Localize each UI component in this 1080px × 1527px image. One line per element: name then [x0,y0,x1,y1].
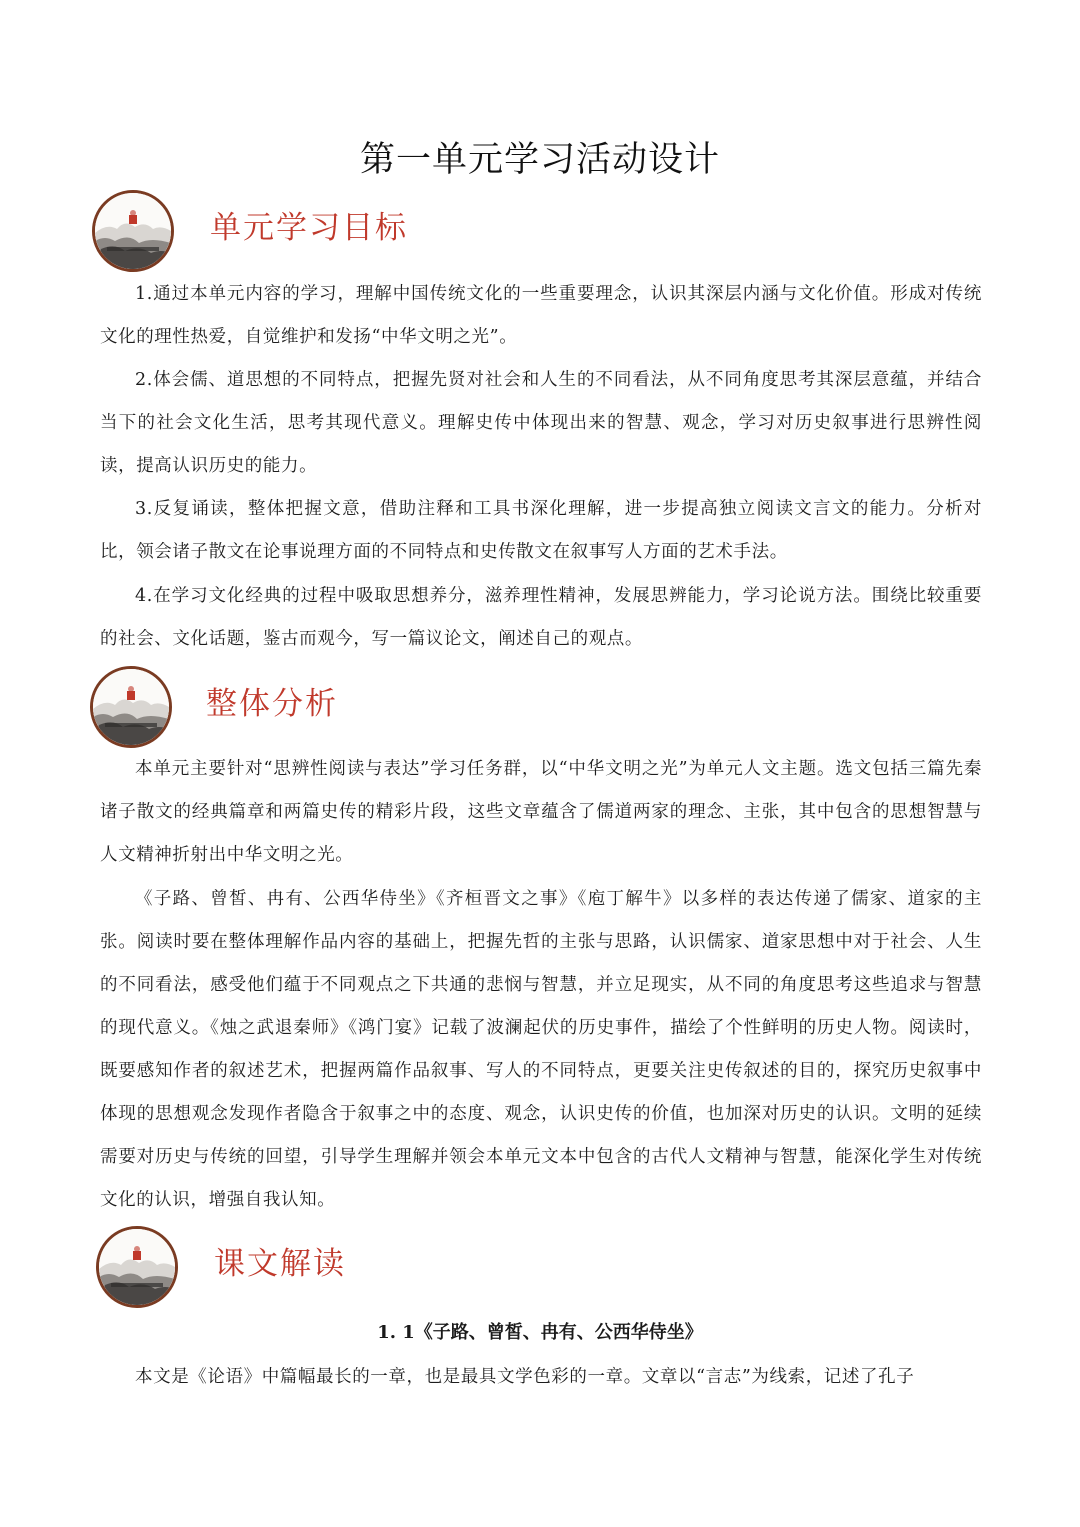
document-title: 第一单元学习活动设计 [359,140,720,180]
lesson-subheading: 1. 1《子路、曾皙、冉有、公西华侍坐》 [377,1322,703,1343]
section-header-objectives [92,190,692,270]
section-title: 课文解读 [214,1246,346,1282]
section-header-text-reading [96,1226,696,1306]
analysis-paragraph-2: 《子路、曾皙、冉有、公西华侍坐》《齐桓晋文之事》《庖丁解牛》以多样的表达传递了儒家、道家的主张。阅读时要在整体理解作品内容的基础上，把握先哲的主张与思路，认识儒家、道家思想中对于社会、人生的不同看法，感受他们蕴于不同观点之下共通的悲悯与智慧，并立足现实，从不同的角度思考这些追求与智慧的现代意义。《烛之武退秦师》《鸿门宴》记载了波澜起伏的历史事件，描绘了个性鲜明的历史人物。阅读时，既要感知作者的叙述艺术，把握两篇作品叙事、写人的不同特点，更要关注史传叙述的目的，探究历史叙事中体现的思想观念发现作者隐含于叙事之中的态度、观念，认识史传的价值，也加深对历史的认识。文明的延续需要对历史与传统的回望，引导学生理解并领会本单元文本中包含的古代人文精神与智慧，能深化学生对传统文化的认识，增强自我认知。 [100,889,982,1210]
objective-paragraph-3: 3.反复诵读，整体把握文意，借助注释和工具书深化理解，进一步提高独立阅读文言文的能力。分析对比，领会诸子散文在论事说理方面的不同特点和史传散文在叙事写人方面的艺术手法。 [100,499,982,562]
objective-paragraph-4: 4.在学习文化经典的过程中吸取思想养分，滋养理性精神，发展思辨能力，学习论说方法。围绕比较重要的社会、文化话题，鉴古而观今，写一篇议论文，阐述自己的观点。 [100,586,982,649]
lesson-paragraph-1: 本文是《论语》中篇幅最长的一章，也是最具文学色彩的一章。文章以“言志”为线索，记述了孔子 [135,1367,915,1387]
landscape-emblem-icon [92,190,174,272]
landscape-emblem-icon [96,1226,178,1308]
landscape-emblem-icon [90,666,172,748]
section-title: 单元学习目标 [210,210,408,246]
objective-paragraph-2: 2.体会儒、道思想的不同特点，把握先贤对社会和人生的不同看法，从不同角度思考其深层意蕴，并结合当下的社会文化生活，思考其现代意义。理解史传中体现出来的智慧、观念，学习对历史叙事进行思辨性阅读，提高认识历史的能力。 [100,370,982,476]
objective-paragraph-1: 1.通过本单元内容的学习，理解中国传统文化的一些重要理念，认识其深层内涵与文化价值。形成对传统文化的理性热爱，自觉维护和发扬“中华文明之光”。 [100,284,982,347]
section-header-analysis [90,666,690,746]
section-title: 整体分析 [206,686,338,722]
analysis-paragraph-1: 本单元主要针对“思辨性阅读与表达”学习任务群，以“中华文明之光”为单元人文主题。选文包括三篇先秦诸子散文的经典篇章和两篇史传的精彩片段，这些文章蕴含了儒道两家的理念、主张，其中包含的思想智慧与人文精神折射出中华文明之光。 [100,759,982,865]
